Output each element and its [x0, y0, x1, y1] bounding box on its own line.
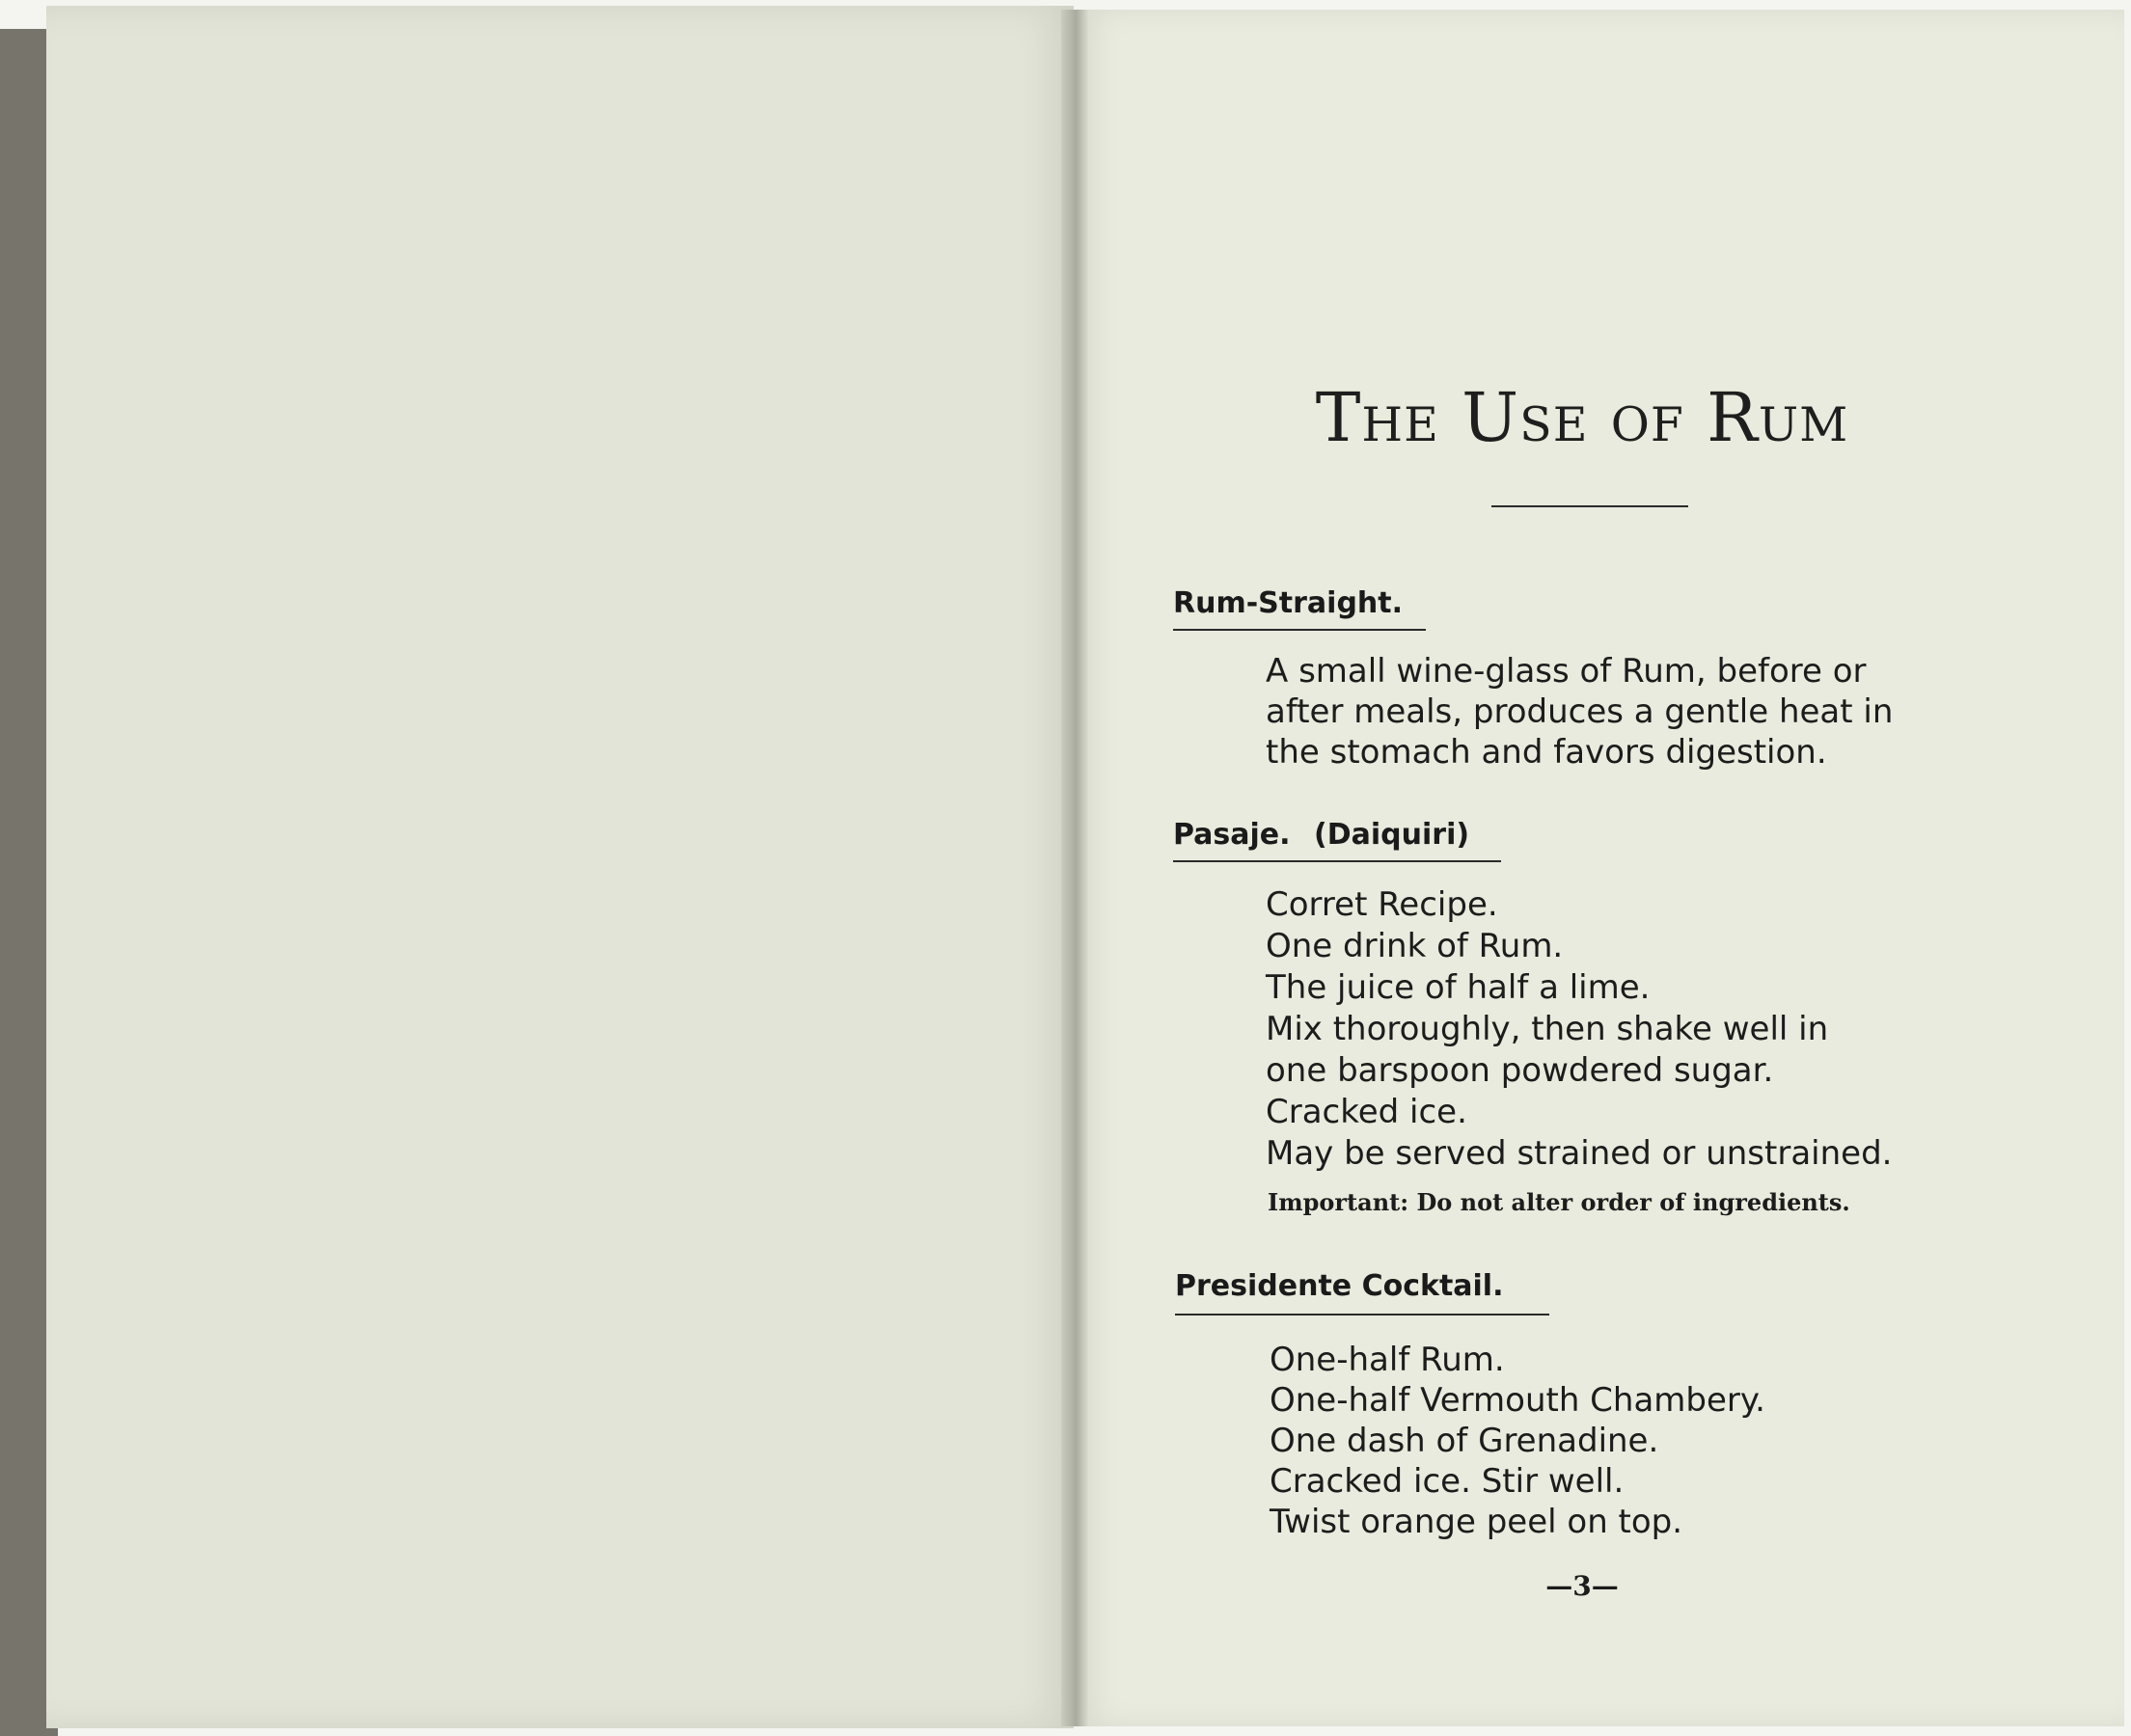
heading-rule	[1173, 629, 1426, 631]
body-line: one barspoon powdered sugar.	[1266, 1051, 1774, 1090]
body-line: One dash of Grenadine.	[1270, 1422, 1659, 1460]
body-line: Twist orange peel on top.	[1270, 1503, 1683, 1541]
body-line: One-half Rum.	[1270, 1341, 1505, 1379]
body-line: May be served strained or unstrained.	[1266, 1134, 1893, 1173]
body-line: Corret Recipe.	[1266, 885, 1498, 924]
section-heading-pasaje	[1173, 818, 1469, 852]
heading-text: Pasaje.	[1173, 818, 1291, 852]
heading-text: Presidente Cocktail.	[1175, 1269, 1504, 1303]
heading-text: Rum-Straight.	[1173, 586, 1404, 620]
section-heading-rum-straight	[1173, 586, 1403, 620]
body-line: The juice of half a lime.	[1266, 968, 1651, 1007]
body-line: Mix thoroughly, then shake well in	[1266, 1010, 1829, 1048]
book-gutter	[1061, 10, 1088, 1726]
heading-paren-text: (Daiquiri)	[1314, 818, 1470, 852]
page-number: —3—	[1545, 1570, 1619, 1602]
title-rule	[1491, 505, 1688, 507]
body-line: One drink of Rum.	[1266, 927, 1564, 965]
section-heading-presidente	[1175, 1269, 1504, 1303]
body-line: after meals, produces a gentle heat in	[1266, 692, 1894, 731]
body-line: A small wine-glass of Rum, before or	[1266, 652, 1867, 691]
body-line: Cracked ice. Stir well.	[1270, 1462, 1625, 1501]
left-page-blank	[46, 6, 1074, 1728]
heading-rule	[1175, 1314, 1549, 1316]
heading-rule	[1173, 860, 1501, 862]
page-title: The Use of Rum	[1315, 378, 1849, 457]
body-line: the stomach and favors digestion.	[1266, 733, 1827, 772]
body-line: One-half Vermouth Chambery.	[1270, 1381, 1765, 1420]
body-line: Cracked ice.	[1266, 1093, 1467, 1131]
important-note: Important: Do not alter order of ingredients.	[1268, 1188, 1850, 1216]
